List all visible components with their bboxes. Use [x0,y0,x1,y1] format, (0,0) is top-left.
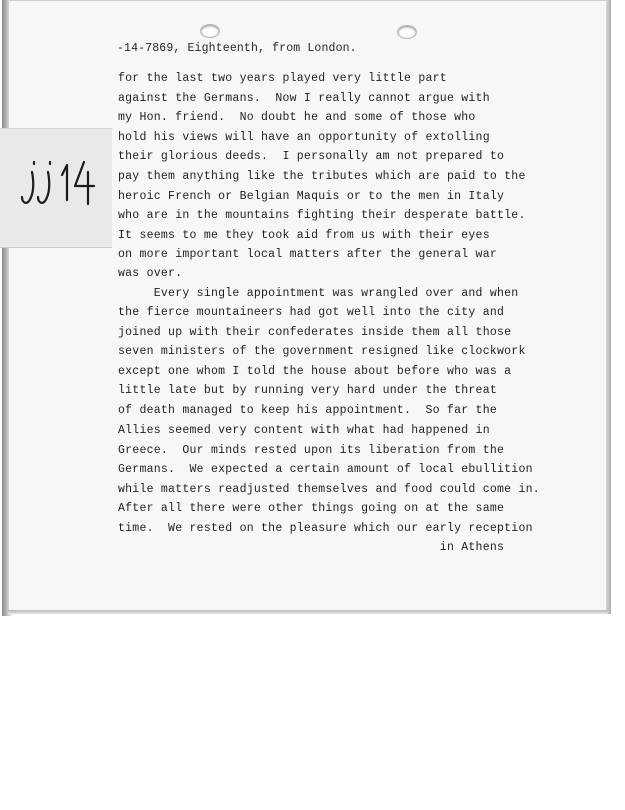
body-line: on more important local matters after the general war [118,248,498,261]
body-line: Every single appointment was wrangled over and when [118,287,519,300]
body-line: who are in the mountains fighting their desperate battle. [118,209,526,222]
body-line: in Athens [118,541,505,554]
body-line: except one whom I told the house about before who was a [118,365,512,378]
page-header: -14-7869, Eighteenth, from London. [117,42,357,55]
body-line: Germans. We expected a certain amount of local ebullition [118,463,533,476]
body-line: pay them anything like the tributes which are paid to the [118,170,526,183]
body-line: After all there were other things going on at the same [118,502,505,515]
body-line: seven ministers of the government resigned like clockwork [118,345,526,358]
body-line: their glorious deeds. I personally am not prepared to [118,150,505,163]
body-line: Allies seemed very content with what had happened in [118,424,490,437]
body-line: Greece. Our minds rested upon its liberation from the [118,444,505,457]
body-line: hold his views will have an opportunity of extolling [118,131,490,144]
body-line: the fierce mountaineers had got well into the city and [118,306,505,319]
body-line: for the last two years played very little part [118,72,447,85]
handwritten-tag [20,152,110,212]
body-line: heroic French or Belgian Maquis or to the men in Italy [118,190,505,203]
body-line: joined up with their confederates inside them all those [118,326,512,339]
body-line: time. We rested on the pleasure which our early reception [118,522,533,535]
punch-hole-left [201,25,219,37]
body-line: was over. [118,267,183,280]
punch-hole-right [398,26,416,38]
body-line: It seems to me they took aid from us with their eyes [118,229,490,242]
body-line: little late but by running very hard under the threat [118,384,498,397]
scanned-page-bottom-edge [8,610,608,614]
body-line: while matters readjusted themselves and food could come in. [118,483,540,496]
body-line: of death managed to keep his appointment. So far the [118,404,498,417]
body-line: my Hon. friend. No doubt he and some of those who [118,111,476,124]
body-line: against the Germans. Now I really cannot argue with [118,92,490,105]
scanned-page-right-edge [606,0,611,614]
